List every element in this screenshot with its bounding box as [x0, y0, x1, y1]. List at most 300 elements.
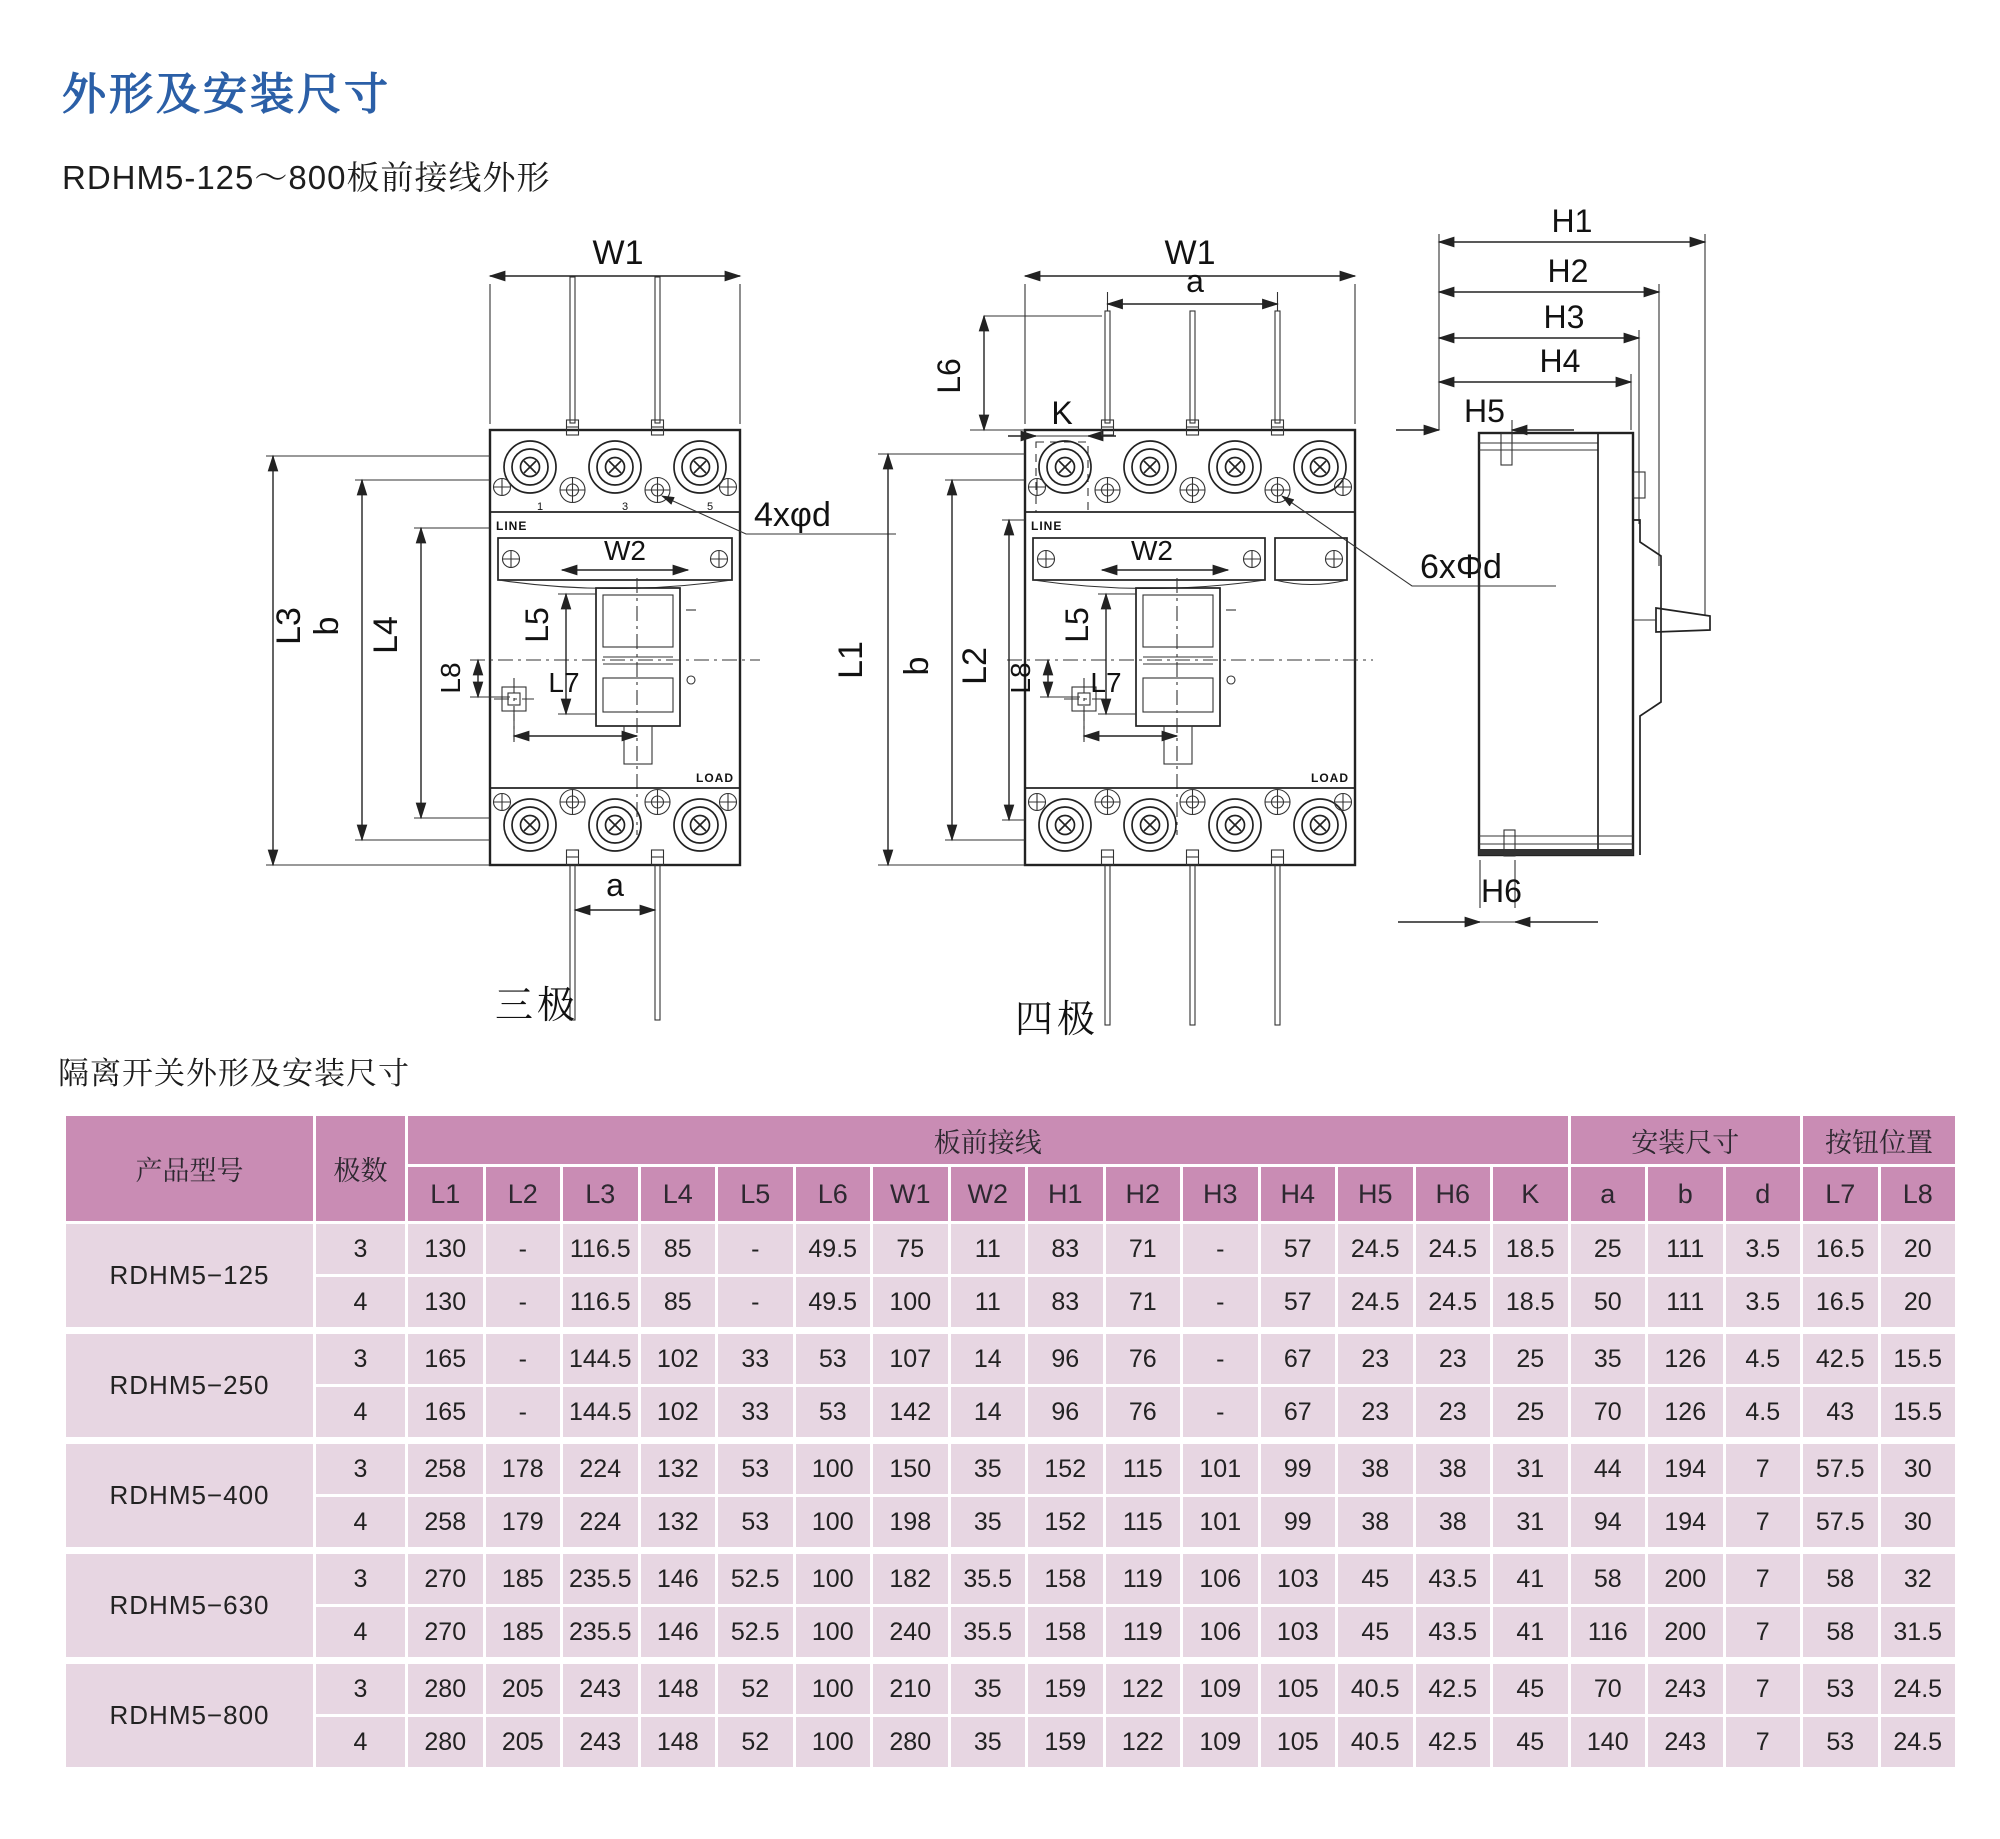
value-cell: 243: [562, 1661, 640, 1716]
value-cell: 107: [872, 1331, 950, 1386]
value-cell: 116.5: [562, 1276, 640, 1331]
dim-label-w1: W1: [592, 234, 644, 272]
poles-cell: 4: [315, 1606, 407, 1661]
value-cell: 70: [1569, 1661, 1647, 1716]
value-cell: 53: [717, 1441, 795, 1496]
dim-label-b: b: [898, 656, 936, 676]
header-poles: 极数: [315, 1115, 407, 1223]
value-cell: 185: [484, 1606, 562, 1661]
table-row: [65, 1386, 1957, 1441]
dim-label-l5: L5: [519, 607, 555, 643]
table-row: [65, 1716, 1957, 1769]
value-cell: 235.5: [562, 1606, 640, 1661]
table-row: [65, 1223, 1957, 1276]
value-cell: 76: [1104, 1331, 1182, 1386]
table-row: [65, 1331, 1957, 1386]
value-cell: 58: [1569, 1551, 1647, 1606]
col-header: H6: [1414, 1166, 1492, 1223]
value-cell: 7: [1724, 1606, 1802, 1661]
value-cell: 23: [1414, 1386, 1492, 1441]
value-cell: 179: [484, 1496, 562, 1551]
value-cell: 38: [1337, 1496, 1415, 1551]
value-cell: 67: [1259, 1331, 1337, 1386]
value-cell: 38: [1414, 1441, 1492, 1496]
value-cell: 23: [1337, 1331, 1415, 1386]
col-header: L8: [1879, 1166, 1957, 1223]
value-cell: 101: [1182, 1441, 1260, 1496]
pole-number: 3: [622, 501, 629, 513]
value-cell: 105: [1259, 1661, 1337, 1716]
drawing-three-pole: [266, 234, 896, 1027]
value-cell: 35.5: [949, 1606, 1027, 1661]
value-cell: -: [484, 1331, 562, 1386]
holes-callout: 4xφd: [754, 496, 831, 534]
value-cell: 83: [1027, 1276, 1105, 1331]
value-cell: 106: [1182, 1551, 1260, 1606]
model-cell: RDHM5−800: [65, 1661, 315, 1769]
value-cell: 23: [1337, 1386, 1415, 1441]
value-cell: 144.5: [562, 1331, 640, 1386]
value-cell: 194: [1647, 1441, 1725, 1496]
value-cell: 85: [639, 1276, 717, 1331]
value-cell: 33: [717, 1386, 795, 1441]
value-cell: 40.5: [1337, 1716, 1415, 1769]
col-header: H5: [1337, 1166, 1415, 1223]
value-cell: 53: [794, 1386, 872, 1441]
col-header: H1: [1027, 1166, 1105, 1223]
value-cell: 270: [407, 1606, 485, 1661]
value-cell: 42.5: [1802, 1331, 1880, 1386]
col-header: K: [1492, 1166, 1570, 1223]
value-cell: 152: [1027, 1496, 1105, 1551]
header-group-mounting: 安装尺寸: [1569, 1115, 1802, 1166]
dim-label-w2: W2: [604, 535, 646, 566]
dim-label-k: K: [1051, 395, 1073, 431]
header-group-button-position: 按钮位置: [1802, 1115, 1957, 1166]
value-cell: 142: [872, 1386, 950, 1441]
value-cell: 7: [1724, 1496, 1802, 1551]
dim-label-l3: L3: [270, 607, 308, 645]
table-row: [65, 1276, 1957, 1331]
value-cell: 35: [949, 1716, 1027, 1769]
breaker-side-body: [1479, 433, 1633, 855]
holes-callout: 6xΦd: [1420, 548, 1502, 586]
col-header: a: [1569, 1166, 1647, 1223]
value-cell: 99: [1259, 1496, 1337, 1551]
col-header: d: [1724, 1166, 1802, 1223]
value-cell: 45: [1492, 1661, 1570, 1716]
value-cell: 43.5: [1414, 1606, 1492, 1661]
wire: [1275, 865, 1280, 1025]
value-cell: 35: [1569, 1331, 1647, 1386]
value-cell: 115: [1104, 1496, 1182, 1551]
value-cell: 103: [1259, 1606, 1337, 1661]
value-cell: 280: [407, 1716, 485, 1769]
value-cell: 24.5: [1337, 1276, 1415, 1331]
value-cell: 70: [1569, 1386, 1647, 1441]
value-cell: 205: [484, 1661, 562, 1716]
col-header: L3: [562, 1166, 640, 1223]
value-cell: 96: [1027, 1386, 1105, 1441]
dim-label-h3: H3: [1543, 299, 1585, 335]
value-cell: 53: [1802, 1661, 1880, 1716]
dim-label-h4: H4: [1539, 343, 1581, 379]
wire: [1190, 865, 1195, 1025]
value-cell: 71: [1104, 1223, 1182, 1276]
value-cell: 119: [1104, 1551, 1182, 1606]
col-header: L7: [1802, 1166, 1880, 1223]
value-cell: 35: [949, 1661, 1027, 1716]
value-cell: 11: [949, 1276, 1027, 1331]
dim-label-l8: L8: [1005, 662, 1036, 694]
dim-label-l8: L8: [435, 662, 466, 694]
value-cell: 152: [1027, 1441, 1105, 1496]
value-cell: 20: [1879, 1223, 1957, 1276]
header-product-model: 产品型号: [65, 1115, 315, 1223]
caption-three-pole: 三极: [495, 985, 580, 1027]
value-cell: 45: [1337, 1606, 1415, 1661]
dimensions-table: [63, 1113, 1958, 1770]
value-cell: 140: [1569, 1716, 1647, 1769]
value-cell: 210: [872, 1661, 950, 1716]
table-row: [65, 1441, 1957, 1496]
drawing-four-pole: [832, 234, 1556, 1041]
value-cell: 102: [639, 1386, 717, 1441]
model-cell: RDHM5−630: [65, 1551, 315, 1661]
value-cell: 4.5: [1724, 1386, 1802, 1441]
wire: [655, 277, 660, 423]
value-cell: 116: [1569, 1606, 1647, 1661]
value-cell: 109: [1182, 1716, 1260, 1769]
dim-label-h2: H2: [1547, 253, 1589, 289]
wire: [1105, 311, 1110, 423]
dim-label-a: a: [1186, 263, 1204, 299]
page-title: 外形及安装尺寸: [62, 70, 391, 119]
model-cell: RDHM5−125: [65, 1223, 315, 1331]
poles-cell: 4: [315, 1276, 407, 1331]
value-cell: 42.5: [1414, 1716, 1492, 1769]
value-cell: 43: [1802, 1386, 1880, 1441]
terminal-icon: [1124, 441, 1176, 493]
table-row: [65, 1661, 1957, 1716]
value-cell: 224: [562, 1441, 640, 1496]
value-cell: 158: [1027, 1551, 1105, 1606]
table-row: [65, 1496, 1957, 1551]
value-cell: 33: [717, 1331, 795, 1386]
value-cell: 258: [407, 1496, 485, 1551]
value-cell: 243: [1647, 1716, 1725, 1769]
value-cell: 132: [639, 1441, 717, 1496]
value-cell: 18.5: [1492, 1276, 1570, 1331]
poles-cell: 3: [315, 1551, 407, 1606]
value-cell: 280: [407, 1661, 485, 1716]
value-cell: 159: [1027, 1716, 1105, 1769]
value-cell: 24.5: [1414, 1223, 1492, 1276]
terminal-icon: [1294, 441, 1346, 493]
table-row: [65, 1606, 1957, 1661]
value-cell: 150: [872, 1441, 950, 1496]
value-cell: -: [1182, 1223, 1260, 1276]
terminal-icon: [504, 441, 556, 493]
value-cell: 57: [1259, 1223, 1337, 1276]
header-group-front-wiring: 板前接线: [407, 1115, 1570, 1166]
dim-label-l7: L7: [1090, 667, 1122, 698]
value-cell: 50: [1569, 1276, 1647, 1331]
table-body: [65, 1223, 1957, 1769]
value-cell: 71: [1104, 1276, 1182, 1331]
wire: [655, 865, 660, 1020]
value-cell: 100: [794, 1661, 872, 1716]
line-label: LINE: [496, 519, 528, 533]
value-cell: 85: [639, 1223, 717, 1276]
value-cell: 76: [1104, 1386, 1182, 1441]
value-cell: 38: [1414, 1496, 1492, 1551]
value-cell: 235.5: [562, 1551, 640, 1606]
value-cell: 52.5: [717, 1551, 795, 1606]
dim-label-h1: H1: [1551, 203, 1593, 239]
line-label: LINE: [1031, 519, 1063, 533]
value-cell: 122: [1104, 1661, 1182, 1716]
side-handle: [1656, 608, 1710, 632]
value-cell: 240: [872, 1606, 950, 1661]
page-subtitle: RDHM5-125～800板前接线外形: [62, 159, 551, 196]
value-cell: 15.5: [1879, 1331, 1957, 1386]
value-cell: 31: [1492, 1496, 1570, 1551]
value-cell: 205: [484, 1716, 562, 1769]
value-cell: 40.5: [1337, 1661, 1415, 1716]
value-cell: 52: [717, 1716, 795, 1769]
value-cell: 146: [639, 1606, 717, 1661]
value-cell: 38: [1337, 1441, 1415, 1496]
value-cell: 198: [872, 1496, 950, 1551]
value-cell: 270: [407, 1551, 485, 1606]
value-cell: 115: [1104, 1441, 1182, 1496]
dim-label-w1: W1: [1164, 234, 1216, 272]
value-cell: 16.5: [1802, 1276, 1880, 1331]
value-cell: 200: [1647, 1551, 1725, 1606]
value-cell: 109: [1182, 1661, 1260, 1716]
model-cell: RDHM5−250: [65, 1331, 315, 1441]
value-cell: 200: [1647, 1606, 1725, 1661]
value-cell: 58: [1802, 1551, 1880, 1606]
value-cell: 94: [1569, 1496, 1647, 1551]
value-cell: 146: [639, 1551, 717, 1606]
value-cell: 126: [1647, 1331, 1725, 1386]
value-cell: -: [1182, 1331, 1260, 1386]
value-cell: 100: [794, 1716, 872, 1769]
value-cell: 20: [1879, 1276, 1957, 1331]
value-cell: 280: [872, 1716, 950, 1769]
value-cell: 53: [717, 1496, 795, 1551]
col-header: L1: [407, 1166, 485, 1223]
value-cell: 99: [1259, 1441, 1337, 1496]
dim-label-b: b: [308, 616, 346, 636]
value-cell: -: [717, 1276, 795, 1331]
col-header: H2: [1104, 1166, 1182, 1223]
value-cell: 130: [407, 1276, 485, 1331]
col-header: L4: [639, 1166, 717, 1223]
value-cell: 243: [562, 1716, 640, 1769]
value-cell: 53: [794, 1331, 872, 1386]
dim-label-a: a: [606, 867, 624, 903]
pole-number: 5: [707, 501, 714, 513]
value-cell: 100: [794, 1551, 872, 1606]
value-cell: 4.5: [1724, 1331, 1802, 1386]
col-header: L2: [484, 1166, 562, 1223]
value-cell: 23: [1414, 1331, 1492, 1386]
value-cell: 182: [872, 1551, 950, 1606]
value-cell: 165: [407, 1331, 485, 1386]
value-cell: 132: [639, 1496, 717, 1551]
poles-cell: 3: [315, 1661, 407, 1716]
value-cell: 49.5: [794, 1276, 872, 1331]
dim-label-l7: L7: [548, 667, 580, 698]
dim-label-h6: H6: [1481, 873, 1522, 909]
value-cell: 178: [484, 1441, 562, 1496]
value-cell: 75: [872, 1223, 950, 1276]
terminal-icon: [1039, 441, 1091, 493]
dim-label-l4: L4: [367, 616, 405, 654]
value-cell: -: [484, 1386, 562, 1441]
value-cell: 144.5: [562, 1386, 640, 1441]
value-cell: 57: [1259, 1276, 1337, 1331]
value-cell: 43.5: [1414, 1551, 1492, 1606]
dim-label-l5: L5: [1059, 607, 1095, 643]
poles-cell: 3: [315, 1441, 407, 1496]
value-cell: 7: [1724, 1551, 1802, 1606]
value-cell: 148: [639, 1716, 717, 1769]
value-cell: 165: [407, 1386, 485, 1441]
value-cell: 158: [1027, 1606, 1105, 1661]
poles-cell: 4: [315, 1386, 407, 1441]
col-header: W2: [949, 1166, 1027, 1223]
value-cell: 30: [1879, 1441, 1957, 1496]
value-cell: 130: [407, 1223, 485, 1276]
value-cell: 45: [1492, 1716, 1570, 1769]
value-cell: 31.5: [1879, 1606, 1957, 1661]
value-cell: 14: [949, 1386, 1027, 1441]
value-cell: 25: [1569, 1223, 1647, 1276]
value-cell: 243: [1647, 1661, 1725, 1716]
value-cell: 3.5: [1724, 1276, 1802, 1331]
value-cell: 111: [1647, 1223, 1725, 1276]
value-cell: 119: [1104, 1606, 1182, 1661]
col-header: L5: [717, 1166, 795, 1223]
dim-label-w2: W2: [1131, 535, 1173, 566]
value-cell: 35.5: [949, 1551, 1027, 1606]
table-row: [65, 1551, 1957, 1606]
value-cell: 96: [1027, 1331, 1105, 1386]
value-cell: 41: [1492, 1551, 1570, 1606]
value-cell: 57.5: [1802, 1441, 1880, 1496]
value-cell: 25: [1492, 1386, 1570, 1441]
value-cell: 15.5: [1879, 1386, 1957, 1441]
value-cell: 24.5: [1879, 1661, 1957, 1716]
value-cell: 24.5: [1414, 1276, 1492, 1331]
value-cell: -: [484, 1223, 562, 1276]
dim-label-l2: L2: [956, 647, 994, 685]
poles-cell: 4: [315, 1716, 407, 1769]
dim-label-h5: H5: [1464, 393, 1505, 429]
load-label: LOAD: [696, 771, 734, 785]
value-cell: 25: [1492, 1331, 1570, 1386]
col-header: W1: [872, 1166, 950, 1223]
value-cell: -: [1182, 1386, 1260, 1441]
value-cell: 24.5: [1879, 1716, 1957, 1769]
value-cell: 42.5: [1414, 1661, 1492, 1716]
value-cell: 11: [949, 1223, 1027, 1276]
col-header: H3: [1182, 1166, 1260, 1223]
poles-cell: 3: [315, 1331, 407, 1386]
value-cell: 116.5: [562, 1223, 640, 1276]
dim-label-l6: L6: [931, 358, 967, 394]
value-cell: 105: [1259, 1716, 1337, 1769]
value-cell: 148: [639, 1661, 717, 1716]
value-cell: 24.5: [1337, 1223, 1415, 1276]
value-cell: -: [717, 1223, 795, 1276]
value-cell: 35: [949, 1496, 1027, 1551]
value-cell: -: [484, 1276, 562, 1331]
value-cell: 122: [1104, 1716, 1182, 1769]
value-cell: 30: [1879, 1496, 1957, 1551]
value-cell: 41: [1492, 1606, 1570, 1661]
model-cell: RDHM5−400: [65, 1441, 315, 1551]
value-cell: 52.5: [717, 1606, 795, 1661]
value-cell: 185: [484, 1551, 562, 1606]
value-cell: 3.5: [1724, 1223, 1802, 1276]
value-cell: 32: [1879, 1551, 1957, 1606]
value-cell: 7: [1724, 1661, 1802, 1716]
value-cell: 258: [407, 1441, 485, 1496]
col-header: H4: [1259, 1166, 1337, 1223]
wire: [1190, 311, 1195, 423]
value-cell: 16.5: [1802, 1223, 1880, 1276]
value-cell: 159: [1027, 1661, 1105, 1716]
value-cell: 101: [1182, 1496, 1260, 1551]
dim-label-l1: L1: [832, 641, 870, 679]
value-cell: 31: [1492, 1441, 1570, 1496]
value-cell: 7: [1724, 1441, 1802, 1496]
value-cell: 14: [949, 1331, 1027, 1386]
wire: [1275, 311, 1280, 423]
col-header: L6: [794, 1166, 872, 1223]
value-cell: 126: [1647, 1386, 1725, 1441]
value-cell: 102: [639, 1331, 717, 1386]
terminal-icon: [1209, 441, 1261, 493]
value-cell: 35: [949, 1441, 1027, 1496]
value-cell: 103: [1259, 1551, 1337, 1606]
value-cell: 57.5: [1802, 1496, 1880, 1551]
value-cell: 111: [1647, 1276, 1725, 1331]
dimension-drawings: [40, 180, 1960, 1050]
poles-cell: 3: [315, 1223, 407, 1276]
value-cell: 83: [1027, 1223, 1105, 1276]
value-cell: 194: [1647, 1496, 1725, 1551]
poles-cell: 4: [315, 1496, 407, 1551]
wire: [1105, 865, 1110, 1025]
value-cell: 58: [1802, 1606, 1880, 1661]
value-cell: 7: [1724, 1716, 1802, 1769]
wire: [570, 277, 575, 423]
value-cell: 44: [1569, 1441, 1647, 1496]
caption-four-pole: 四极: [1015, 999, 1100, 1041]
value-cell: 100: [872, 1276, 950, 1331]
value-cell: 100: [794, 1606, 872, 1661]
table-header: [65, 1115, 1957, 1223]
col-header: b: [1647, 1166, 1725, 1223]
terminal-icon: [589, 441, 641, 493]
value-cell: 52: [717, 1661, 795, 1716]
